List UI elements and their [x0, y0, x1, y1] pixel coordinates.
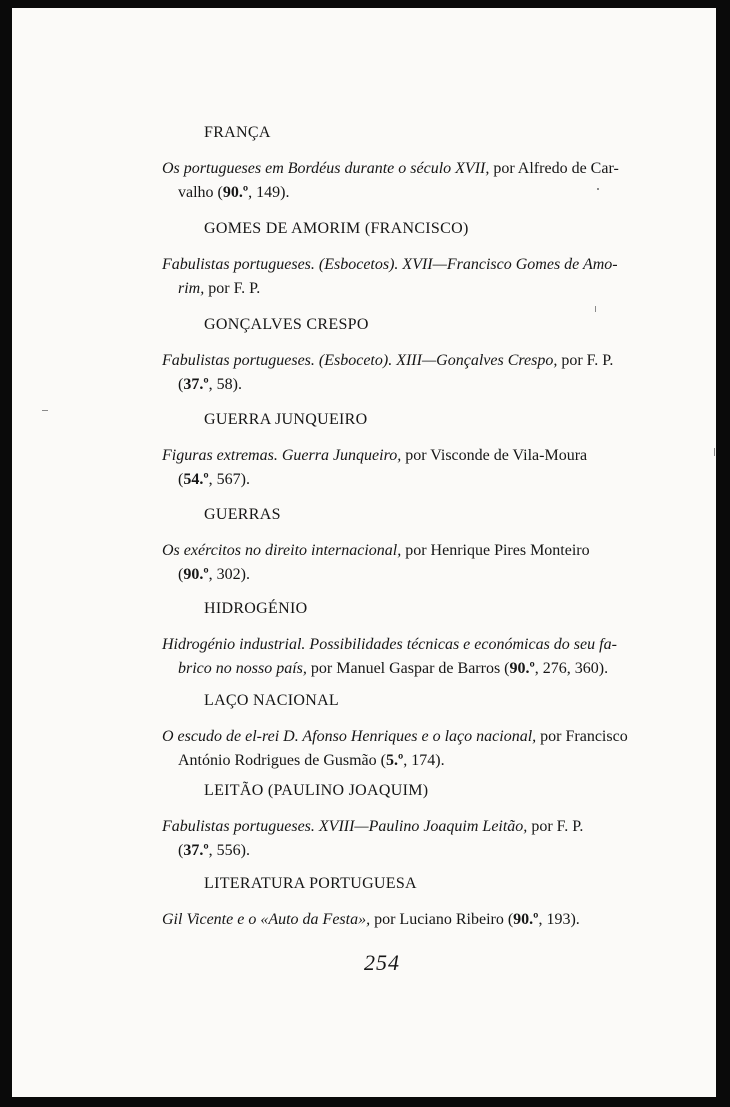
scan-speck	[597, 188, 599, 190]
page-reference: , 567).	[208, 471, 250, 488]
page-reference: , 276, 360).	[534, 660, 609, 677]
citation-continuation: (37.º, 58).	[178, 376, 242, 393]
index-entry	[162, 874, 638, 932]
page-reference: , 193).	[538, 911, 580, 928]
index-entry	[162, 315, 638, 397]
volume-number: 5.º	[385, 752, 404, 769]
author-text: por Visconde de Vila-Moura	[401, 447, 588, 464]
author-text: por F. P.	[204, 280, 261, 297]
entry-heading: LEITÃO (PAULINO JOAQUIM)	[204, 782, 429, 799]
work-title-continued: rim,	[178, 280, 205, 297]
volume-number: 90.º	[222, 184, 249, 201]
scan-speck	[714, 448, 715, 456]
entry-heading: GONÇALVES CRESPO	[204, 316, 369, 333]
entry-citation	[162, 725, 638, 773]
work-title: Fabulistas portugueses. (Esboceto). XIII—Gonçalves Crespo,	[162, 352, 558, 369]
author-text: por Alfredo de Car-	[489, 160, 619, 177]
page-reference: , 174).	[403, 752, 445, 769]
author-text: por F. P.	[527, 818, 584, 835]
work-title: Os portugueses em Bordéus durante o século XVII,	[162, 160, 490, 177]
entry-heading: GUERRA JUNQUEIRO	[204, 411, 368, 428]
work-title-continued: brico no nosso país,	[178, 660, 307, 677]
citation-continuation: António Rodrigues de Gusmão (5.º, 174).	[178, 752, 445, 769]
work-title: Figuras extremas. Guerra Junqueiro,	[162, 447, 402, 464]
index-entry	[162, 219, 638, 301]
scan-speck	[42, 410, 48, 411]
page-number: 254	[364, 950, 400, 975]
citation-continuation	[178, 277, 638, 301]
scan-speck	[595, 306, 596, 312]
entry-citation	[162, 539, 638, 587]
entry-citation	[162, 157, 638, 205]
author-text: por Henrique Pires Monteiro	[401, 542, 590, 559]
entry-heading: LAÇO NACIONAL	[204, 692, 340, 709]
citation-continuation	[178, 657, 638, 681]
entry-heading: FRANÇA	[204, 124, 271, 141]
entry-heading: LITERATURA PORTUGUESA	[204, 875, 417, 892]
citation-continuation: (90.º, 302).	[178, 566, 250, 583]
index-entry	[162, 691, 638, 773]
author-text: por Luciano Ribeiro (	[370, 911, 514, 928]
page-reference: , 58).	[208, 376, 242, 393]
work-title: O escudo de el-rei D. Afonso Henriques e o laço nacional,	[162, 728, 537, 745]
work-title: Fabulistas portugueses. (Esbocetos). XVII—Francisco Gomes de Amo-	[162, 256, 618, 273]
page-reference: , 149).	[248, 184, 290, 201]
work-title: Hidrogénio industrial. Possibilidades técnicas e económicas do seu fa-	[162, 636, 617, 653]
index-entry	[162, 505, 638, 587]
work-title: Fabulistas portugueses. XVIII—Paulino Joaquim Leitão,	[162, 818, 528, 835]
author-text: por Francisco	[536, 728, 628, 745]
entry-citation	[162, 349, 638, 397]
entry-heading: GOMES DE AMORIM (FRANCISCO)	[204, 220, 469, 237]
entry-citation	[162, 253, 638, 301]
page-reference: , 302).	[208, 566, 250, 583]
volume-number: 37.º	[183, 376, 209, 393]
author-text: por F. P.	[557, 352, 614, 369]
citation-continuation: valho (90.º, 149).	[178, 184, 290, 201]
index-entry	[162, 599, 638, 681]
entry-heading: GUERRAS	[204, 506, 281, 523]
page-reference: , 556).	[208, 842, 250, 859]
entry-citation	[162, 908, 638, 932]
citation-continuation: (37.º, 556).	[178, 842, 250, 859]
volume-number: 90.º	[509, 660, 535, 677]
citation-continuation: (54.º, 567).	[178, 471, 250, 488]
entry-heading: HIDROGÉNIO	[204, 600, 308, 617]
index-entry	[162, 410, 638, 492]
index-entry	[162, 781, 638, 863]
work-title: Gil Vicente e o «Auto da Festa»,	[162, 911, 371, 928]
index-entry	[162, 123, 638, 205]
volume-number: 90.º	[513, 911, 539, 928]
entry-citation	[162, 444, 638, 492]
entry-citation	[162, 633, 638, 681]
author-text: por Manuel Gaspar de Barros (	[306, 660, 510, 677]
volume-number: 54.º	[183, 471, 209, 488]
volume-number: 37.º	[183, 842, 209, 859]
work-title: Os exércitos no direito internacional,	[162, 542, 402, 559]
entry-citation	[162, 815, 638, 863]
volume-number: 90.º	[183, 566, 209, 583]
